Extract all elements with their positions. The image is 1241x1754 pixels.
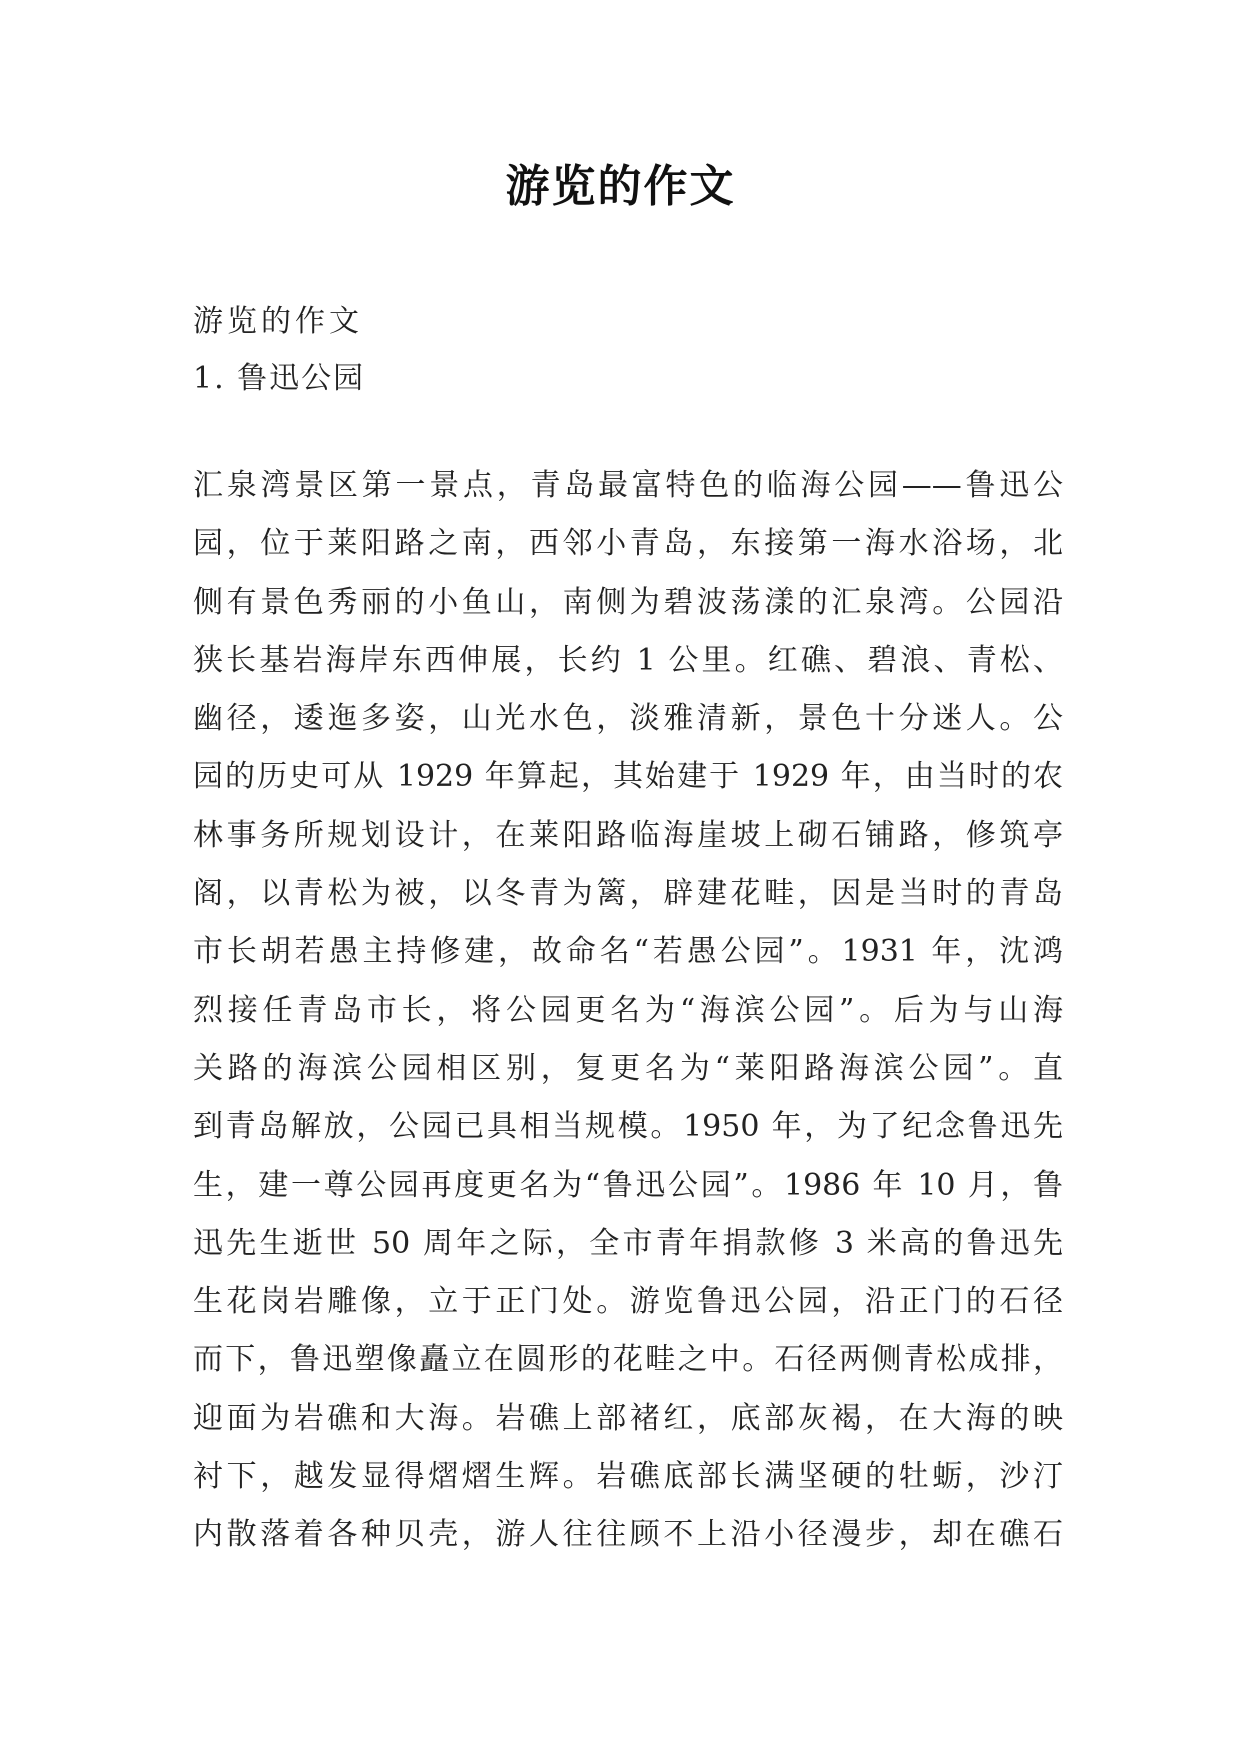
body-line: 狭长基岩海岸东西伸展，长约 1 公里。红礁、碧浪、青松、 [193, 642, 1063, 678]
body-line: 而下，鲁迅塑像矗立在圆形的花畦之中。石径两侧青松成排， [193, 1342, 1063, 1378]
body-line: 烈接任青岛市长，将公园更名为“海滨公园”。后为与山海 [193, 992, 1063, 1028]
body-line: 生花岗岩雕像，立于正门处。游览鲁迅公园，沿正门的石径 [193, 1284, 1063, 1320]
document-title: 游览的作文 [505, 161, 736, 212]
body-line: 阁，以青松为被，以冬青为篱，辟建花畦，因是当时的青岛 [193, 876, 1063, 912]
body-line: 园，位于莱阳路之南，西邻小青岛，东接第一海水浴场，北 [193, 526, 1063, 562]
body-line: 生，建一尊公园再度更名为“鲁迅公园”。1986 年 10 月，鲁 [193, 1167, 1063, 1203]
section-heading: 1. 鲁迅公园 [193, 361, 366, 396]
body-paragraph [193, 466, 1063, 1574]
body-line: 迅先生逝世 50 周年之际，全市青年捐款修 3 米高的鲁迅先 [193, 1225, 1063, 1261]
body-line: 幽径，逶迤多姿，山光水色，淡雅清新，景色十分迷人。公 [193, 701, 1063, 737]
body-line: 衬下，越发显得熠熠生辉。岩礁底部长满坚硬的牡蛎，沙汀 [193, 1459, 1063, 1495]
body-line: 园的历史可从 1929 年算起，其始建于 1929 年，由当时的农 [193, 759, 1063, 795]
body-line: 林事务所规划设计，在莱阳路临海崖坡上砌石铺路，修筑亭 [193, 817, 1063, 853]
body-line: 市长胡若愚主持修建，故命名“若愚公园”。1931 年，沈鸿 [193, 934, 1063, 970]
document-subtitle: 游览的作文 [193, 304, 363, 339]
body-line: 汇泉湾景区第一景点，青岛最富特色的临海公园——鲁迅公 [193, 468, 1063, 503]
body-line: 关路的海滨公园相区别，复更名为“莱阳路海滨公园”。直 [193, 1050, 1063, 1086]
body-line: 迎面为岩礁和大海。岩礁上部褚红，底部灰褐，在大海的映 [193, 1400, 1063, 1436]
body-line: 到青岛解放，公园已具相当规模。1950 年，为了纪念鲁迅先 [193, 1109, 1063, 1145]
body-line: 内散落着各种贝壳，游人往往顾不上沿小径漫步，却在礁石 [193, 1517, 1063, 1553]
body-line: 侧有景色秀丽的小鱼山，南侧为碧波荡漾的汇泉湾。公园沿 [193, 584, 1063, 620]
